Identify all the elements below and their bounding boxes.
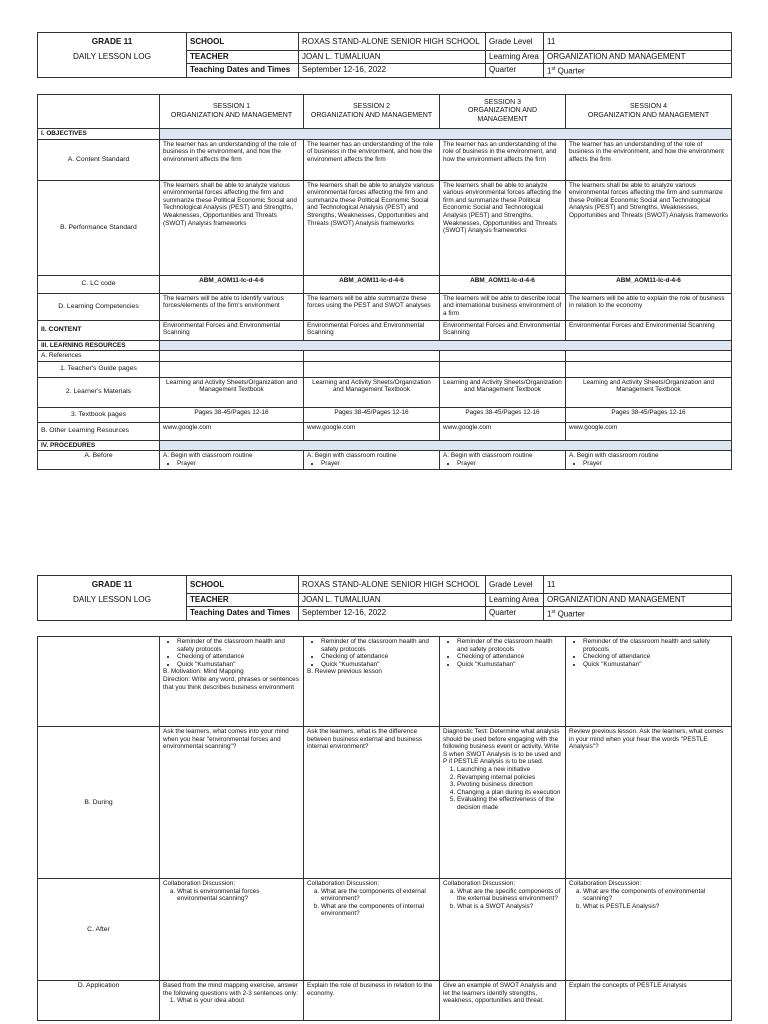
during-s1: Ask the learners, what comes into your mind when you hear "environmental forces and environmental scanning"? [160,727,304,879]
application-s2: Explain the role of business in relation to the economy. [304,981,440,1021]
before-cont-s4: • Reminder of the classroom health and safety protocols • Checking of attendance • Quick "Kumustahan" [566,637,732,727]
lc-code-label: C. LC code [38,275,160,293]
quarter-value: 1st Quarter [544,63,732,77]
teachers-guide-s3 [440,361,566,377]
application-s3: Give an example of SWOT Analysis and let the learners identify strengths, weakness, opportunities and threat. [440,981,566,1021]
references-s3 [440,351,566,362]
session-2-header: SESSION 2 ORGANIZATION AND MANAGEMENT [304,95,440,129]
learning-area-value-2: ORGANIZATION AND MANAGEMENT [544,594,732,607]
lc-code-s1: ABM_AOM11-Ic-d-4-6 [160,275,304,293]
objectives-heading: I. OBJECTIVES [38,129,160,140]
grade-level-value: 11 [544,33,732,51]
application-s1: Based from the mind mapping exercise, answer the following questions with 2-3 sentences only: 1. What is your idea about [160,981,304,1021]
after-s3: Collaboration Discussion: a. What are the specific components of the external business environment? b. What is a SWOT Analysis? [440,879,566,981]
lc-code-s3: ABM_AOM11-Ic-d-4-6 [440,275,566,293]
before-cont-s1: • Reminder of the classroom health and safety protocols • Checking of attendance • Quick "Kumustahan" B. Motivation: Mind Mapping Direction: Write any word, phrases or sentences that you think describes business environment [160,637,304,727]
header-table-page1 [37,32,732,78]
lesson-table-page1 [37,94,732,470]
performance-standard-s3: The learners shall be able to analyze various environmental forces affecting the firm and summarize these Political Economic Social and Technological Analysis (PEST) and Strengths, Weaknesses, Opportunities and Threats (SWOT) Analysis frameworks [440,180,566,275]
textbook-pages-label: 3. Textbook pages [38,407,160,422]
grade-level-label-2: Grade Level [486,576,544,594]
header-blank [38,63,187,77]
after-s2: Collaboration Discussion: a. What are the components of external environment? b. What are the components of internal environment? [304,879,440,981]
content-s2: Environmental Forces and Environmental Scanning [304,320,440,340]
learners-materials-s1: Learning and Activity Sheets/Organization and Management Textbook [160,377,304,407]
learners-materials-label: 2. Learner's Materials [38,377,160,407]
objectives-bar [160,129,732,140]
competencies-s2: The learners will be able summarize these forces using the PEST and SWOT analyses [304,293,440,320]
teacher-value-2: JOAN L. TUMALIUAN [299,594,486,607]
during-s3: Diagnostic Test: Determine what analysis should be used before engaging with the following business event or activity. Write S when SWOT Analysis is to be used and P if PESTLE Analysis is to be used. 1. Launching a new initiative 2. Revamping internal policies 3. Pivoting business direction 4. Changing a plan during its execution 5. Evaluating the effectiveness of the decision made [440,727,566,879]
quarter-label: Quarter [486,63,544,77]
dates-label-2: Teaching Dates and Times [187,606,299,620]
session-4-header: SESSION 4 ORGANIZATION AND MANAGEMENT [566,95,732,129]
school-value: ROXAS STAND-ALONE SENIOR HIGH SCHOOL [299,33,486,51]
session-1-header: SESSION 1 ORGANIZATION AND MANAGEMENT [160,95,304,129]
grade-label-2: GRADE 11 [38,576,187,594]
lc-code-s4: ABM_AOM11-Ic-d-4-6 [566,275,732,293]
before-continued-label [38,637,160,727]
other-resources-label: B. Other Learning Resources [38,422,160,440]
dates-label: Teaching Dates and Times [187,63,299,77]
school-label-2: SCHOOL [187,576,299,594]
performance-standard-s1: The learners shall be able to analyze various environmental forces affecting the firm and summarize these Political Economic Social and Technological Analysis (PEST) and Strengths, Weaknesses, Opportunities and Threats (SWOT) Analysis frameworks [160,180,304,275]
resources-bar [160,340,732,351]
lc-code-s2: ABM_AOM11-Ic-d-4-6 [304,275,440,293]
content-standard-s2: The learner has an understanding of the role of business in the environment, and how the environment affects the firm [304,139,440,180]
after-s1: Collaboration Discussion: a. What is environmental forces environmental scanning? [160,879,304,981]
during-label: B. During [38,727,160,879]
learning-area-label-2: Learning Area [486,594,544,607]
during-s2: Ask the learners, what is the difference between business external and business internal environment? [304,727,440,879]
textbook-pages-s2: Pages 38-45/Pages 12-16 [304,407,440,422]
before-s2: A. Begin with classroom routine • Prayer [304,451,440,470]
content-heading: II. CONTENT [38,320,160,340]
log-title-2: DAILY LESSON LOG [38,594,187,607]
after-label: C. After [38,879,160,981]
textbook-pages-s3: Pages 38-45/Pages 12-16 [440,407,566,422]
procedures-bar [160,440,732,451]
teachers-guide-s1 [160,361,304,377]
learners-materials-s4: Learning and Activity Sheets/Organization and Management Textbook [566,377,732,407]
after-s4: Collaboration Discussion: a. What are the components of environmental scanning? b. What is PESTLE Analysis? [566,879,732,981]
content-s1: Environmental Forces and Environmental Scanning [160,320,304,340]
procedures-heading: IV. PROCEDURES [38,440,160,451]
teachers-guide-label: 1. Teacher's Guide pages [38,361,160,377]
dates-value: September 12-16, 2022 [299,63,486,77]
before-cont-s3: • Reminder of the classroom health and safety protocols • Checking of attendance • Quick "Kumustahan" [440,637,566,727]
competencies-label: D. Learning Competencies [38,293,160,320]
application-s4: Explain the concepts of PESTLE Analysis [566,981,732,1021]
content-standard-s3: The learner has an understanding of the role of business in the environment, and how the environment affects the firm [440,139,566,180]
session-3-header: SESSION 3 ORGANIZATION AND MANAGEMENT [440,95,566,129]
teacher-label-2: TEACHER [187,594,299,607]
application-label: D. Application [38,981,160,1021]
teacher-value: JOAN L. TUMALIUAN [299,51,486,64]
content-standard-label: A. Content Standard [38,139,160,180]
during-s4: Review previous lesson. Ask the learners, what comes in your mind when your hear the words "PESTLE Analysis"? [566,727,732,879]
grade-level-label: Grade Level [486,33,544,51]
performance-standard-label: B. Performance Standard [38,180,160,275]
school-label: SCHOOL [187,33,299,51]
textbook-pages-s4: Pages 38-45/Pages 12-16 [566,407,732,422]
before-label: A. Before [38,451,160,470]
before-s1: A. Begin with classroom routine • Prayer [160,451,304,470]
content-s3: Environmental Forces and Environmental Scanning [440,320,566,340]
header-table-page2 [37,575,732,621]
content-standard-s1: The learner has an understanding of the role of business in the environment, and how the environment affects the firm [160,139,304,180]
performance-standard-s2: The learners shall be able to analyze various environmental forces affecting the firm and summarize these Political Economic Social and Technological Analysis (PEST) and Strengths, Weaknesses, Opportunities and Threats (SWOT) Analysis frameworks [304,180,440,275]
before-s4: A. Begin with classroom routine • Prayer [566,451,732,470]
resources-heading: III. LEARNING RESOURCES [38,340,160,351]
content-standard-s4: The learner has an understanding of the role of business in the environment, and how the environment affects the firm [566,139,732,180]
references-s4 [566,351,732,362]
dates-value-2: September 12-16, 2022 [299,606,486,620]
quarter-value-2: 1st Quarter [544,606,732,620]
other-resources-s1: www.google.com [160,422,304,440]
performance-standard-s4: The learners shall be able to analyze various environmental forces affecting the firm and summarize these Political Economic Social and Technological Analysis (PEST) and Strengths, Weaknesses, Opportunities and Threats (SWOT) Analysis frameworks [566,180,732,275]
school-value-2: ROXAS STAND-ALONE SENIOR HIGH SCHOOL [299,576,486,594]
before-cont-s2: • Reminder of the classroom health and safety protocols • Checking of attendance • Quick "Kumustahan" B. Review previous lesson [304,637,440,727]
teachers-guide-s4 [566,361,732,377]
learners-materials-s3: Learning and Activity Sheets/Organization and Management Textbook [440,377,566,407]
before-s3: A. Begin with classroom routine • Prayer [440,451,566,470]
grade-level-value-2: 11 [544,576,732,594]
learning-area-label: Learning Area [486,51,544,64]
log-title: DAILY LESSON LOG [38,51,187,64]
other-resources-s3: www.google.com [440,422,566,440]
teacher-label: TEACHER [187,51,299,64]
other-resources-s4: www.google.com [566,422,732,440]
textbook-pages-s1: Pages 38-45/Pages 12-16 [160,407,304,422]
teachers-guide-s2 [304,361,440,377]
references-s2 [304,351,440,362]
content-s4: Environmental Forces and Environmental Scanning [566,320,732,340]
references-s1 [160,351,304,362]
header-blank-2 [38,606,187,620]
competencies-s4: The learners will be able to explain the role of business in relation to the economy [566,293,732,320]
references-label: A. References [38,351,160,362]
learning-area-value: ORGANIZATION AND MANAGEMENT [544,51,732,64]
other-resources-s2: www.google.com [304,422,440,440]
competencies-s3: The learners will be able to describe local and international business environment of a firm [440,293,566,320]
corner-cell [38,95,160,129]
lesson-table-page2 [37,636,732,1021]
competencies-s1: The learners will be able to identify various forces/elements of the firm's environment [160,293,304,320]
learners-materials-s2: Learning and Activity Sheets/Organization and Management Textbook [304,377,440,407]
quarter-label-2: Quarter [486,606,544,620]
grade-label: GRADE 11 [38,33,187,51]
